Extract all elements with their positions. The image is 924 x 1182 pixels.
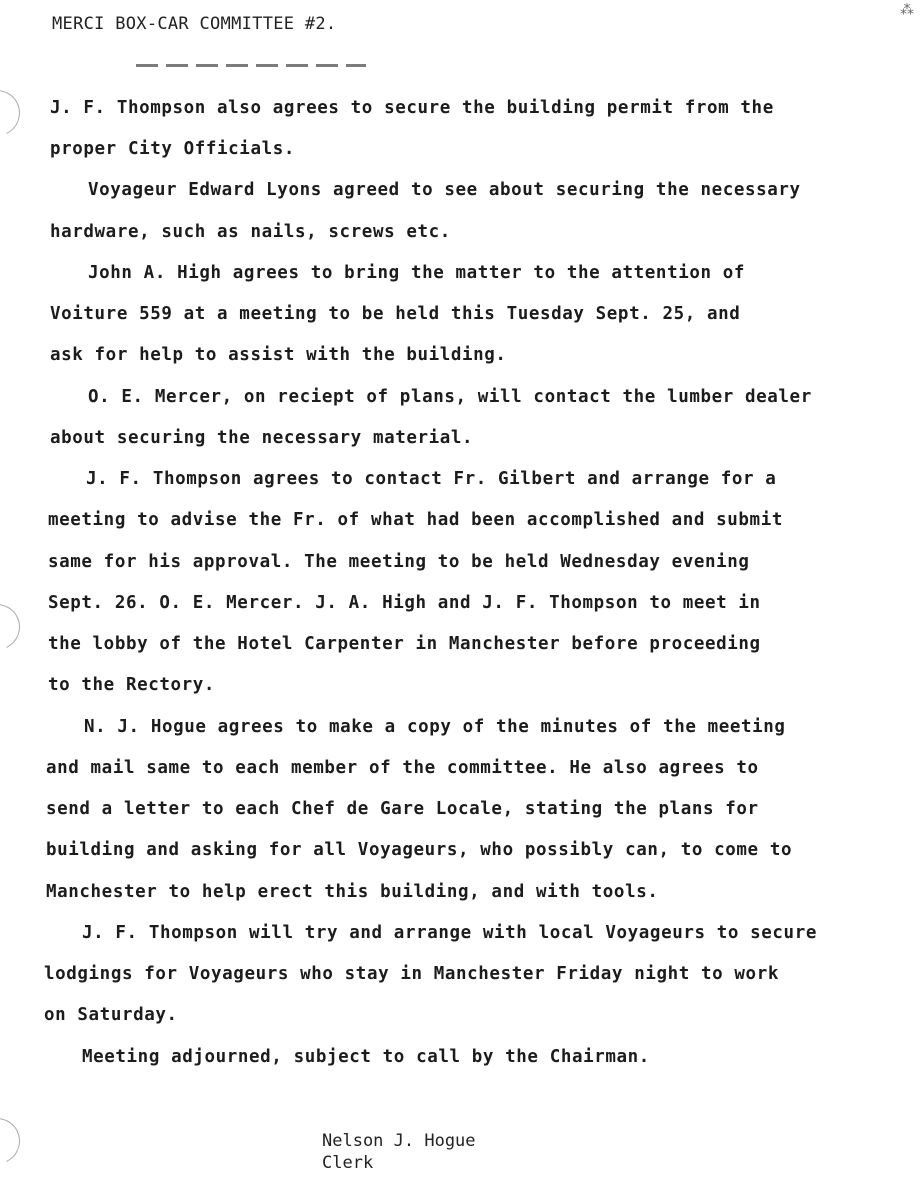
text-line: the lobby of the Hotel Carpenter in Manchester before proceeding: [48, 634, 761, 654]
text-line: O. E. Mercer, on reciept of plans, will contact the lumber dealer: [88, 387, 812, 407]
punch-hole-mark: [0, 84, 26, 143]
text-line: building and asking for all Voyageurs, who possibly can, to come to: [46, 840, 793, 860]
document-header: MERCI BOX-CAR COMMITTEE #2.: [52, 14, 337, 34]
signature-block: [322, 1130, 476, 1174]
text-line: to the Rectory.: [48, 675, 216, 695]
text-line: N. J. Hogue agrees to make a copy of the minutes of the meeting: [84, 717, 786, 737]
text-line: Meeting adjourned, subject to call by the Chairman.: [82, 1047, 650, 1067]
text-line: hardware, such as nails, screws etc.: [50, 222, 451, 242]
text-line: send a letter to each Chef de Gare Locale, stating the plans for: [46, 799, 759, 819]
text-line: same for his approval. The meeting to be held Wednesday evening: [48, 552, 750, 572]
text-line: about securing the necessary material.: [50, 428, 474, 448]
text-line: J. F. Thompson agrees to contact Fr. Gilbert and arrange for a: [86, 469, 777, 489]
text-line: ask for help to assist with the building.: [50, 345, 507, 365]
text-line: Manchester to help erect this building, and with tools.: [46, 882, 659, 902]
text-line: Sept. 26. O. E. Mercer. J. A. High and J. F. Thompson to meet in: [48, 593, 761, 613]
paper-speck: ⁂: [900, 2, 914, 18]
text-line: proper City Officials.: [50, 139, 295, 159]
text-line: Voyageur Edward Lyons agreed to see about securing the necessary: [88, 180, 801, 200]
text-line: and mail same to each member of the committee. He also agrees to: [46, 758, 759, 778]
punch-hole-mark: [0, 598, 26, 657]
punch-hole-mark: [0, 1112, 26, 1171]
text-line: Voiture 559 at a meeting to be held this Tuesday Sept. 25, and: [50, 304, 741, 324]
text-line: meeting to advise the Fr. of what had been accomplished and submit: [48, 510, 783, 530]
text-line: J. F. Thompson also agrees to secure the building permit from the: [50, 98, 774, 118]
text-line: on Saturday.: [44, 1005, 178, 1025]
text-line: lodgings for Voyageurs who stay in Manchester Friday night to work: [44, 964, 779, 984]
struck-out-line: [136, 58, 366, 70]
text-line: John A. High agrees to bring the matter to the attention of: [88, 263, 746, 283]
signer-name: Nelson J. Hogue: [322, 1131, 476, 1151]
signer-title: Clerk: [322, 1153, 374, 1173]
text-line: J. F. Thompson will try and arrange with local Voyageurs to secure: [82, 923, 817, 943]
